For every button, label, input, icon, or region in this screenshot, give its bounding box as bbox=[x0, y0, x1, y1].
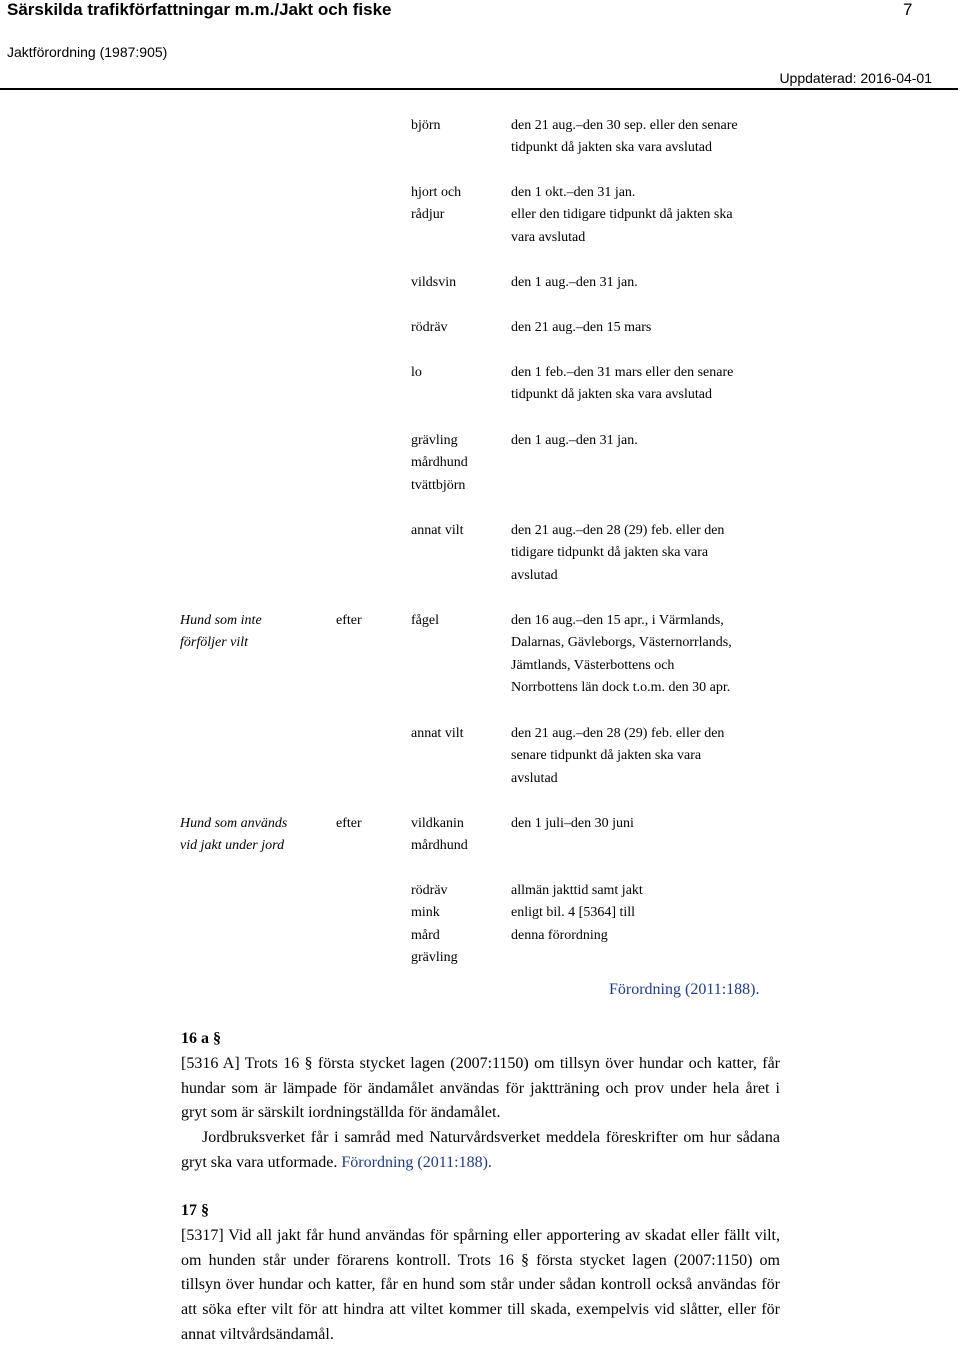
section-16a bbox=[181, 1027, 780, 1176]
table-cell-animal: rödräv bbox=[411, 320, 448, 335]
table-cell-animal: vildsvin bbox=[411, 275, 457, 290]
table-cell-animal: hjort och rådjur bbox=[411, 185, 462, 223]
running-header-title: Särskilda trafikförfattningar m.m./Jakt och fiske bbox=[7, 0, 392, 19]
section-17 bbox=[181, 1199, 780, 1348]
section-heading: 17 § bbox=[181, 1202, 209, 1219]
table-cell-period: den 21 aug.–den 28 (29) feb. eller den tidigare tidpunkt då jakten ska vara avslutad bbox=[511, 523, 725, 583]
section-paragraph: Jordbruksverket får i samråd med Naturvårdsverket meddela föreskrifter om hur sådana gryt ska vara utformade. Förordning (2011:188). bbox=[181, 1129, 780, 1171]
section-paragraph: [5317] Vid all jakt får hund användas för spårning eller apportering av skadat eller fällt vilt, om hunden står under förarens kontroll. Trots 16 § första stycket lagen (2007:1150) om tillsyn över hundar och katter, får en hund som står under sådan kontroll också användas för att söka efter vilt för att hindra att viltet kommer till skada, exempelvis vid slåtter, eller för annat viltvårdsändamål. bbox=[181, 1226, 780, 1343]
table-cell-period: den 1 okt.–den 31 jan. eller den tidigare tidpunkt då jakten ska vara avslutad bbox=[511, 185, 733, 245]
table-cell-period: allmän jakttid samt jakt enligt bil. 4 [5364] till denna förordning bbox=[511, 883, 643, 943]
updated-date: Uppdaterad: 2016-04-01 bbox=[779, 70, 932, 86]
table-cell-animal: annat vilt bbox=[411, 726, 464, 741]
table-cell-animal: rödräv mink mård grävling bbox=[411, 883, 458, 966]
table-cell-animal: annat vilt bbox=[411, 523, 464, 538]
table-amendment-note: Förordning (2011:188). bbox=[609, 981, 760, 998]
table-cell-dog-type: Hund som inte förföljer vilt bbox=[180, 613, 262, 651]
table-cell-period: den 21 aug.–den 15 mars bbox=[511, 320, 652, 335]
table-cell-animal: fågel bbox=[411, 613, 439, 628]
table-cell-animal: vildkanin mårdhund bbox=[411, 816, 468, 854]
table-cell-period: den 1 aug.–den 31 jan. bbox=[511, 433, 638, 448]
table-cell-preposition: efter bbox=[336, 613, 362, 628]
table-cell-period: den 1 aug.–den 31 jan. bbox=[511, 275, 638, 290]
table-cell-animal: lo bbox=[411, 365, 422, 380]
table-cell-animal: björn bbox=[411, 118, 441, 133]
amendment-reference: Förordning (2011:188). bbox=[341, 1153, 492, 1171]
table-cell-dog-type: Hund som används vid jakt under jord bbox=[180, 816, 288, 854]
section-paragraph: [5316 A] Trots 16 § första stycket lagen (2007:1150) om tillsyn över hundar och katter, får hundar som är lämpade för ändamålet användas för jaktträning och prov under hela året i gryt som är särskilt iordningställda för ändamålet. bbox=[181, 1054, 780, 1122]
table-cell-period: den 1 feb.–den 31 mars eller den senare tidpunkt då jakten ska vara avslutad bbox=[511, 365, 734, 403]
table-cell-period: den 16 aug.–den 15 apr., i Värmlands, Dalarnas, Gävleborgs, Västernorrlands, Jämtlands, Västerbottens och Norrbottens län dock t.o.m. den 30 apr. bbox=[511, 613, 732, 696]
page-number: 7 bbox=[903, 0, 913, 19]
table-cell-preposition: efter bbox=[336, 816, 362, 831]
table-cell-period: den 21 aug.–den 28 (29) feb. eller den senare tidpunkt då jakten ska vara avslutad bbox=[511, 726, 725, 786]
table-cell-animal: grävling mårdhund tvättbjörn bbox=[411, 433, 468, 493]
table-cell-period: den 1 juli–den 30 juni bbox=[511, 816, 634, 831]
document-subtitle: Jaktförordning (1987:905) bbox=[7, 44, 168, 60]
header-rule bbox=[0, 88, 958, 90]
table-cell-period: den 21 aug.–den 30 sep. eller den senare tidpunkt då jakten ska vara avslutad bbox=[511, 118, 738, 156]
section-heading: 16 a § bbox=[181, 1030, 221, 1047]
